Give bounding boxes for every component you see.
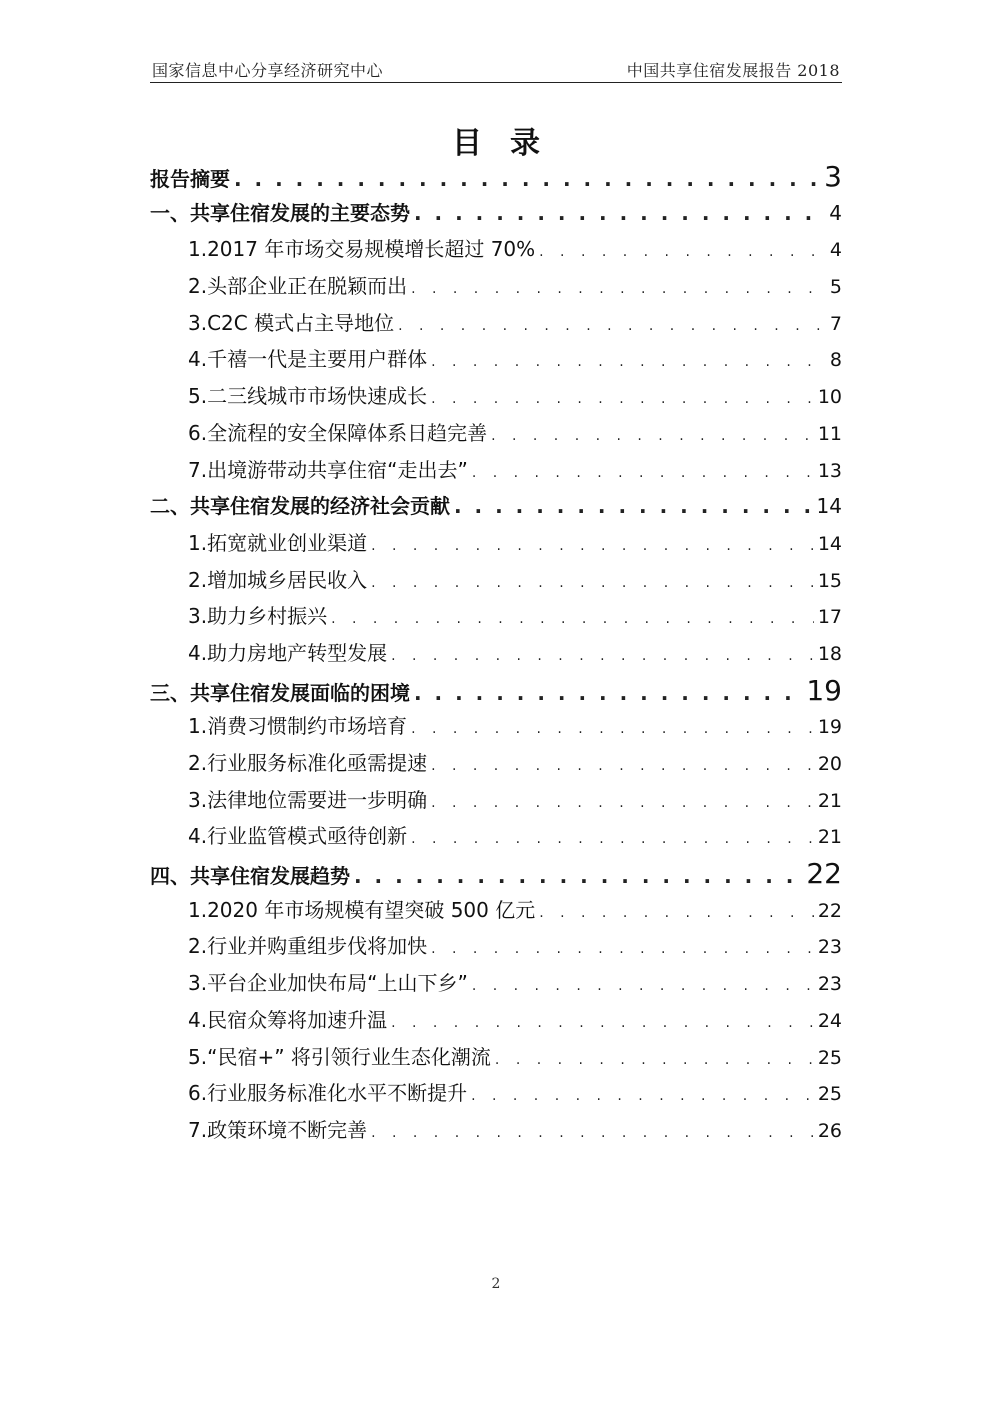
- toc-entry-page: 10: [817, 386, 842, 409]
- toc-chapter-entry[interactable]: [150, 490, 842, 527]
- toc-dot-leader: [431, 941, 814, 957]
- toc-entry-label: 3.法律地位需要进一步明确: [188, 787, 428, 812]
- toc-dot-leader: [431, 758, 814, 774]
- toc-entry-label: 1.2017 年市场交易规模增长超过 70%: [188, 237, 536, 262]
- header-organization: 国家信息中心分享经济研究中心: [152, 61, 384, 80]
- toc-dot-leader: [471, 1088, 814, 1104]
- toc-dot-leader: [431, 391, 814, 407]
- toc-entry-page: 19: [817, 716, 842, 739]
- toc-dot-leader: [331, 611, 814, 627]
- toc-section-entry[interactable]: [150, 454, 842, 491]
- toc-entry-page: 21: [817, 789, 842, 812]
- toc-entry-label: 报告摘要: [150, 167, 230, 191]
- toc-entry-page: 21: [817, 826, 842, 849]
- toc-entry-page: 23: [817, 973, 842, 996]
- toc-dot-leader: [539, 905, 814, 921]
- toc-entry-label: 5.“民宿+” 将引领行业生态化潮流: [188, 1044, 491, 1069]
- toc-section-entry[interactable]: [150, 343, 842, 380]
- toc-section-entry[interactable]: [150, 820, 842, 857]
- toc-chapter-entry[interactable]: [150, 197, 842, 234]
- toc-entry-page: 26: [817, 1119, 842, 1142]
- toc-section-entry[interactable]: [150, 747, 842, 784]
- toc-entry-label: 2.头部企业正在脱颖而出: [188, 274, 408, 299]
- toc-dot-leader: [472, 465, 814, 481]
- toc-dot-leader: [411, 721, 814, 737]
- toc-section-entry[interactable]: [150, 270, 842, 307]
- toc-section-entry[interactable]: [150, 1114, 842, 1151]
- toc-entry-label: 5.二三线城市市场快速成长: [188, 384, 428, 409]
- toc-entry-page: 11: [817, 422, 842, 445]
- toc-entry-page: 5: [829, 276, 842, 299]
- toc-entry-page: 14: [817, 532, 842, 555]
- toc-entry-label: 3.平台企业加快布局“上山下乡”: [188, 971, 468, 996]
- toc-entry-label: 6.行业服务标准化水平不断提升: [188, 1081, 468, 1106]
- toc-section-entry[interactable]: [150, 564, 842, 601]
- toc-dot-leader: [431, 354, 826, 370]
- toc-entry-label: 1.消费习惯制约市场培育: [188, 714, 408, 739]
- toc-dot-leader: [495, 1052, 814, 1068]
- toc-dot-leader: [414, 681, 802, 705]
- toc-entry-label: 四、共享住宿发展趋势: [150, 864, 350, 889]
- toc-section-entry[interactable]: [150, 1004, 842, 1041]
- toc-section-entry[interactable]: [150, 380, 842, 417]
- toc-chapter-entry[interactable]: [150, 160, 842, 197]
- toc-entry-label: 2.行业服务标准化亟需提速: [188, 751, 428, 775]
- toc-section-entry[interactable]: [150, 417, 842, 454]
- toc-dot-leader: [234, 167, 820, 191]
- toc-dot-leader: [371, 575, 814, 591]
- toc-entry-label: 1.2020 年市场规模有望突破 500 亿元: [188, 897, 536, 922]
- toc-section-entry[interactable]: [150, 233, 842, 270]
- toc-section-entry[interactable]: [150, 967, 842, 1004]
- toc-entry-page: 23: [817, 936, 842, 959]
- table-of-contents: [150, 160, 842, 1151]
- toc-entry-label: 7.政策环境不断完善: [188, 1117, 368, 1142]
- toc-entry-label: 2.行业并购重组步伐将加快: [188, 934, 428, 959]
- toc-entry-page: 25: [817, 1083, 842, 1106]
- toc-entry-label: 4.助力房地产转型发展: [188, 640, 388, 665]
- toc-dot-leader: [371, 538, 814, 554]
- toc-dot-leader: [472, 978, 814, 994]
- toc-section-entry[interactable]: [150, 894, 842, 931]
- toc-entry-page: 4: [829, 200, 842, 225]
- toc-section-entry[interactable]: [150, 930, 842, 967]
- toc-entry-page: 25: [817, 1046, 842, 1069]
- toc-entry-page: 18: [817, 642, 842, 665]
- toc-section-entry[interactable]: [150, 307, 842, 344]
- toc-dot-leader: [431, 795, 814, 811]
- header-report-title: 中国共享住宿发展报告 2018: [626, 61, 840, 80]
- toc-dot-leader: [539, 244, 826, 260]
- toc-entry-label: 一、共享住宿发展的主要态势: [150, 200, 410, 225]
- toc-section-entry[interactable]: [150, 710, 842, 747]
- toc-dot-leader: [391, 1015, 814, 1031]
- toc-dot-leader: [491, 428, 814, 444]
- toc-entry-label: 三、共享住宿发展面临的困境: [150, 680, 410, 705]
- toc-entry-page: 8: [829, 349, 842, 372]
- toc-entry-label: 3.C2C 模式占主导地位: [188, 310, 395, 335]
- toc-entry-page: 14: [816, 494, 842, 519]
- toc-entry-page: 19: [806, 673, 842, 707]
- toc-entry-page: 24: [817, 1009, 842, 1032]
- toc-section-entry[interactable]: [150, 637, 842, 674]
- toc-entry-page: 4: [829, 239, 842, 262]
- toc-section-entry[interactable]: [150, 1077, 842, 1114]
- toc-section-entry[interactable]: [150, 784, 842, 821]
- toc-entry-page: 20: [817, 753, 842, 775]
- toc-entry-label: 4.民宿众筹将加速升温: [188, 1007, 388, 1032]
- toc-dot-leader: [354, 864, 802, 888]
- page-number: 2: [491, 1276, 501, 1292]
- toc-entry-page: 22: [806, 857, 842, 891]
- toc-dot-leader: [371, 1125, 814, 1141]
- toc-entry-label: 4.千禧一代是主要用户群体: [188, 347, 428, 372]
- toc-chapter-entry[interactable]: [150, 674, 842, 711]
- toc-dot-leader: [411, 831, 814, 847]
- toc-entry-page: 13: [817, 459, 842, 482]
- toc-entry-label: 1.拓宽就业创业渠道: [188, 530, 368, 555]
- toc-section-entry[interactable]: [150, 1041, 842, 1078]
- toc-section-entry[interactable]: [150, 527, 842, 564]
- toc-title: 目录: [452, 126, 568, 161]
- toc-dot-leader: [398, 318, 826, 334]
- toc-dot-leader: [391, 648, 814, 664]
- toc-entry-label: 二、共享住宿发展的经济社会贡献: [150, 494, 450, 519]
- toc-entry-page: 17: [817, 606, 842, 629]
- page-header: [150, 58, 842, 83]
- toc-dot-leader: [414, 201, 825, 225]
- toc-entry-page: 7: [829, 312, 842, 335]
- toc-dot-leader: [454, 494, 813, 518]
- toc-entry-label: 2.增加城乡居民收入: [188, 567, 368, 592]
- toc-entry-page: 3: [824, 160, 842, 193]
- toc-entry-page: 15: [817, 569, 842, 592]
- toc-entry-label: 4.行业监管模式亟待创新: [188, 824, 408, 849]
- toc-entry-label: 7.出境游带动共享住宿“走出去”: [188, 457, 468, 482]
- toc-section-entry[interactable]: [150, 600, 842, 637]
- toc-chapter-entry[interactable]: [150, 857, 842, 894]
- toc-entry-page: 22: [817, 899, 842, 922]
- toc-entry-label: 6.全流程的安全保障体系日趋完善: [188, 420, 488, 445]
- toc-entry-label: 3.助力乡村振兴: [188, 604, 328, 629]
- toc-dot-leader: [411, 281, 826, 297]
